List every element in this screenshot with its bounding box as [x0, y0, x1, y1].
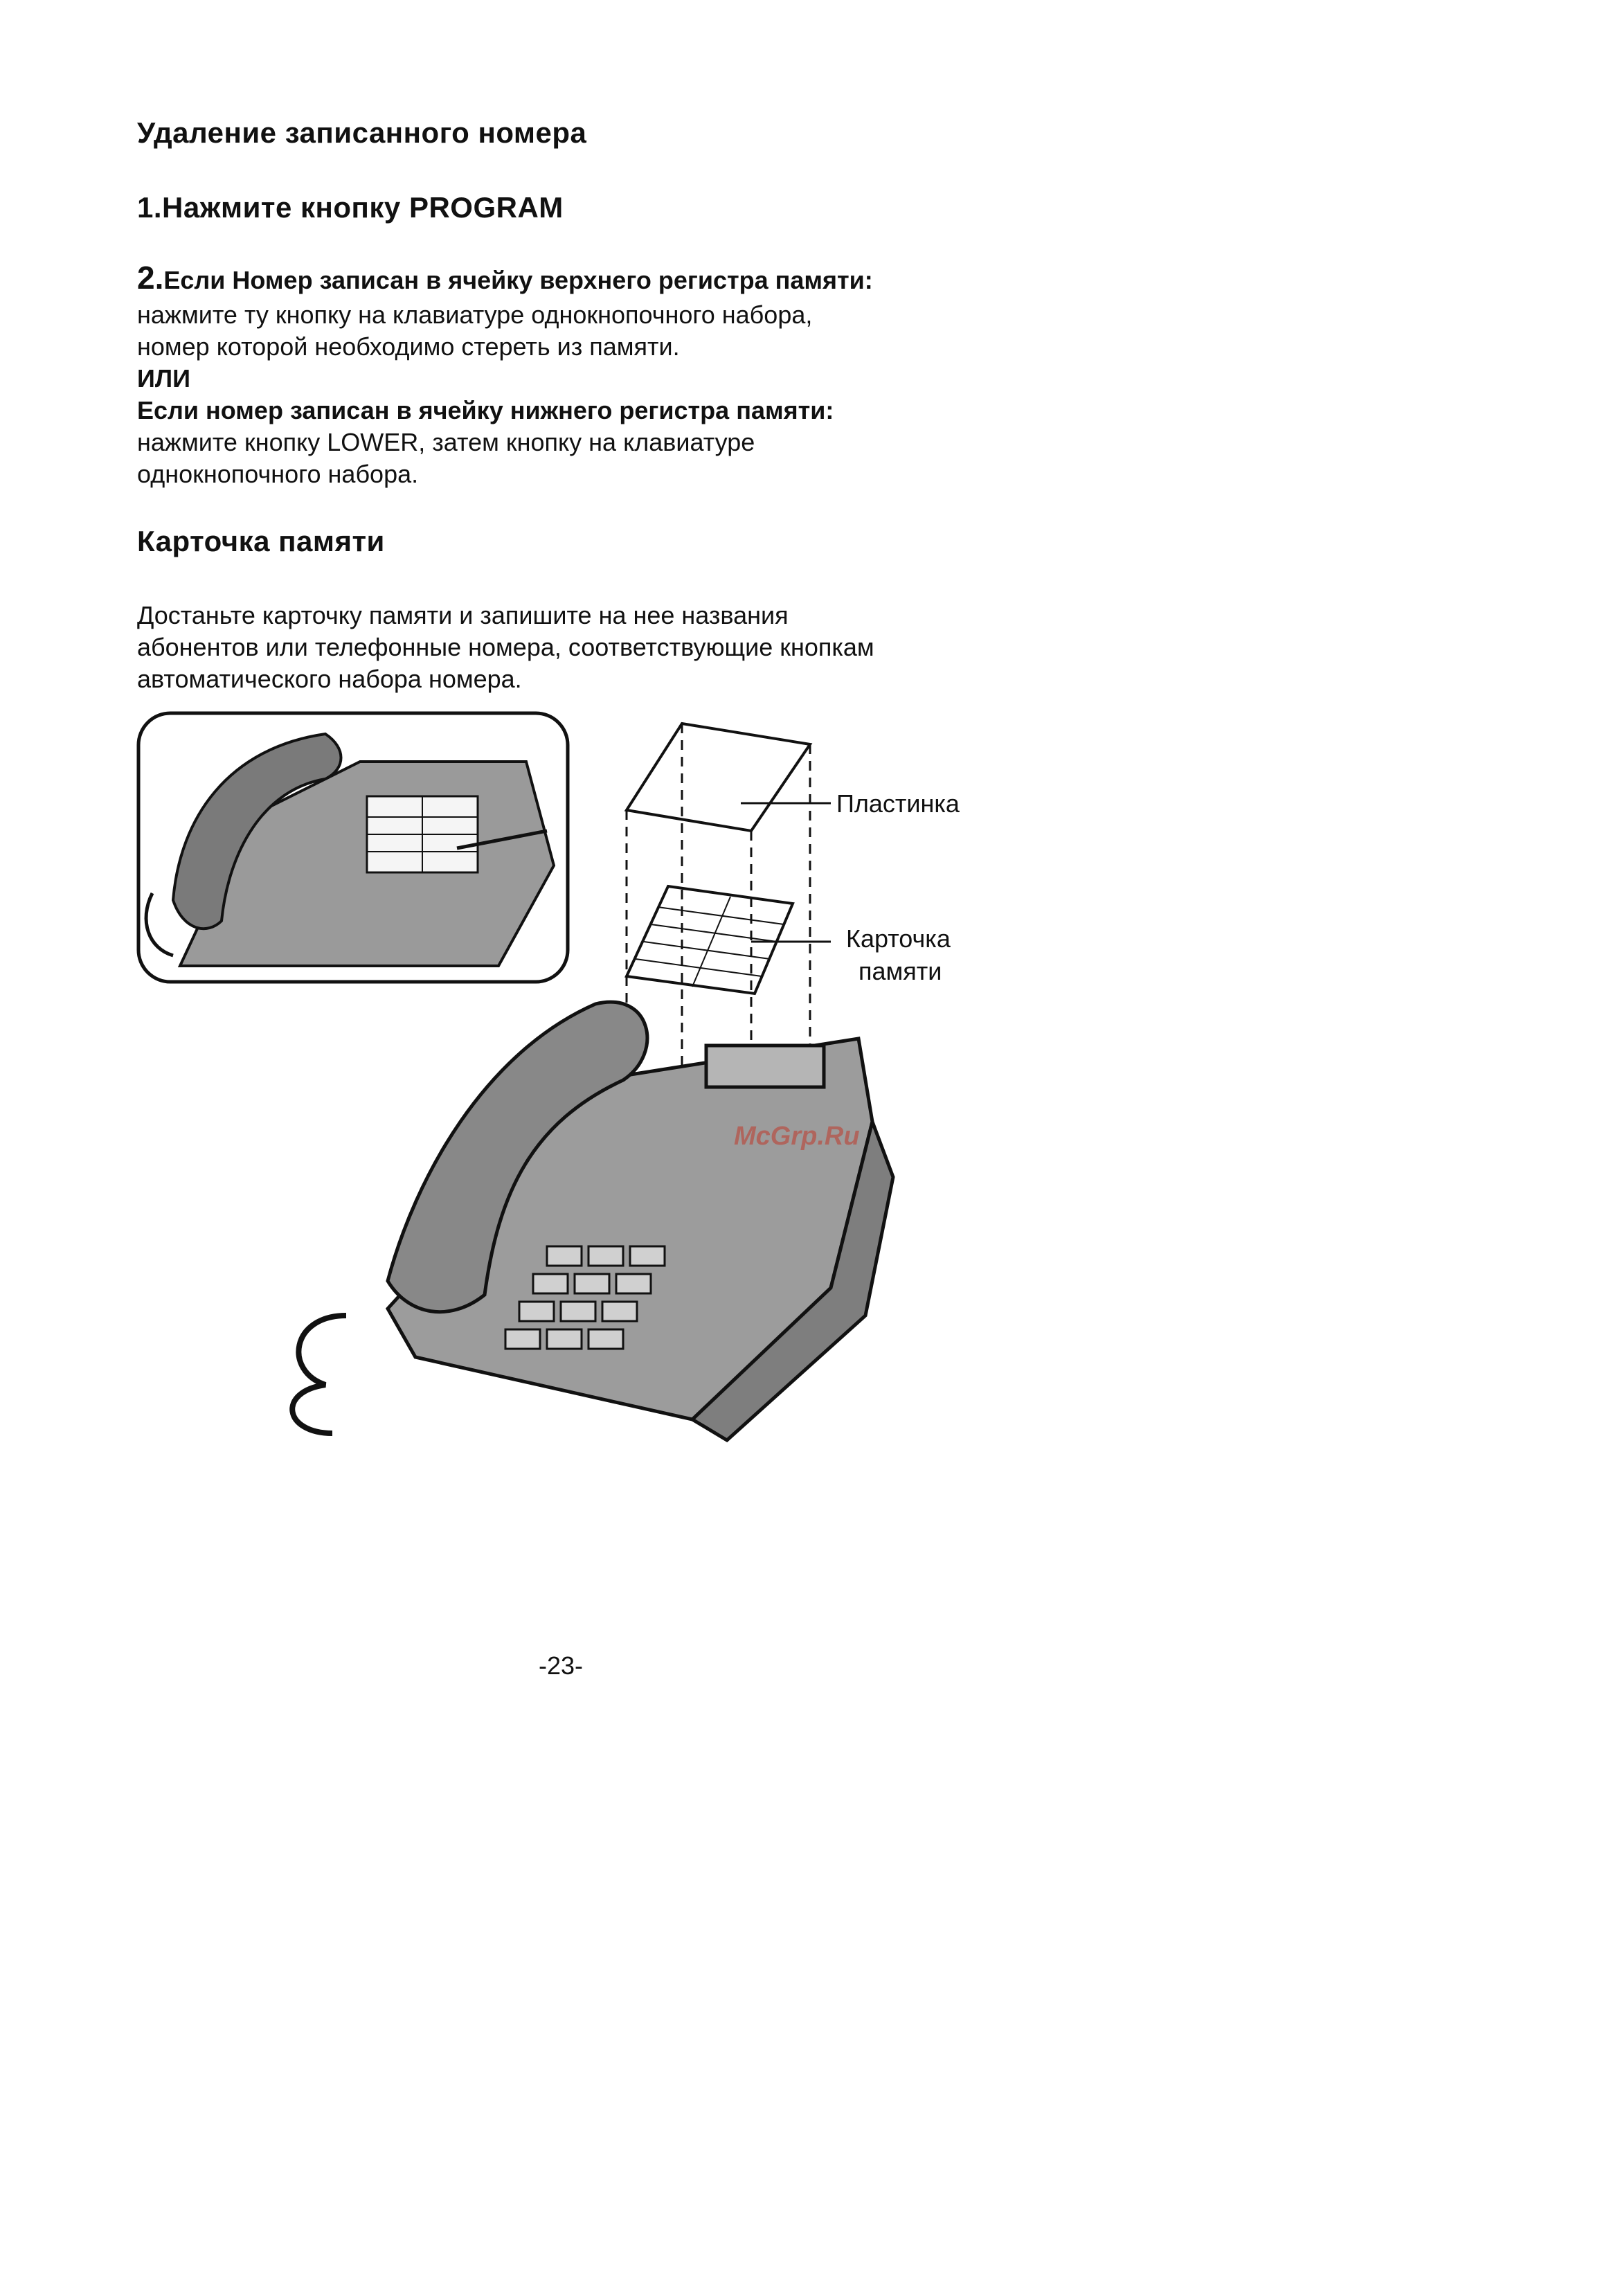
main-phone: [292, 1002, 893, 1440]
watermark: McGrp.Ru: [734, 1122, 860, 1151]
page-number: -23-: [539, 1651, 584, 1680]
alt-line-2: однокнопочного набора.: [137, 460, 419, 488]
memory-card-drawing: [627, 886, 793, 994]
card-label-line-2: памяти: [859, 957, 942, 985]
alt-line-1: нажмите кнопку LOWER, затем кнопку на клавиатуре: [137, 428, 755, 456]
or-label: ИЛИ: [137, 364, 191, 393]
alt-condition: Если номер записан в ячейку нижнего регистра памяти:: [137, 396, 834, 424]
step-1: 1.Нажмите кнопку PROGRAM: [137, 191, 564, 224]
card-label-line-1: Карточка: [846, 924, 951, 953]
memory-card-line-3: автоматического набора номера.: [137, 665, 522, 693]
step-2-line-1: нажмите ту кнопку на клавиатуре однокнопочного набора,: [137, 301, 813, 329]
memory-card-line-1: Достаньте карточку памяти и запишите на нее названия: [137, 601, 789, 629]
plate-label: Пластинка: [836, 789, 960, 818]
plate-drawing: [627, 724, 810, 831]
section-title-memory-card: Карточка памяти: [137, 525, 385, 557]
step-2-condition: Если Номер записан в ячейку верхнего регистра памяти:: [163, 266, 873, 294]
step-2-line-2: номер которой необходимо стереть из памяти.: [137, 332, 680, 361]
memory-card-line-2: абонентов или телефонные номера, соответствующие кнопкам: [137, 633, 874, 661]
inset-phone: [146, 734, 554, 966]
section-title-delete-number: Удаление записанного номера: [137, 116, 587, 149]
step-2-number: 2.: [137, 260, 164, 296]
